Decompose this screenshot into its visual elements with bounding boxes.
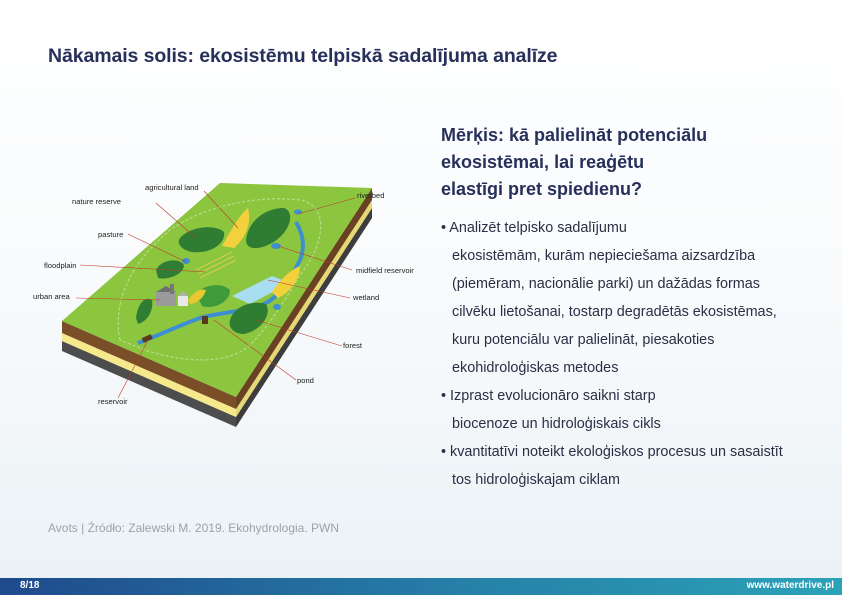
slide-title: Nākamais solis: ekosistēmu telpiskā sadalījuma analīze	[48, 45, 558, 67]
website-link[interactable]: www.waterdrive.pl	[746, 580, 834, 591]
bullet-line: tos hidroloģiskajam ciklam	[452, 472, 620, 488]
landscape-diagram	[0, 175, 430, 435]
bullet-line: ekohidroloģiskas metodes	[452, 360, 619, 376]
label-nature-reserve: nature reserve	[72, 197, 121, 206]
label-agricultural-land: agricultural land	[145, 183, 199, 192]
label-pond: pond	[297, 376, 314, 385]
pond	[182, 258, 190, 264]
bullet-line: kuru potenciālu var palielināt, piesakoties	[452, 332, 715, 348]
dam-pond	[202, 316, 208, 324]
bullet-line: biocenoze un hidroloģiskais cikls	[452, 416, 661, 432]
bullet-line: (piemēram, nacionālie parki) un dažādas formas	[452, 276, 760, 292]
label-urban-area: urban area	[33, 292, 70, 301]
label-pasture: pasture	[98, 230, 124, 239]
goal-line: elastīgi pret spiedienu?	[441, 179, 643, 199]
goal-line: ekosistēmai, lai reaģētu	[441, 152, 645, 172]
bullet-line: • Analizēt telpisko sadalījumu	[441, 220, 627, 236]
footer-bar	[0, 578, 842, 595]
label-midfield-reservoir: midfield reservoir	[356, 266, 414, 275]
goal-line: Mērķis: kā palielināt potenciālu	[441, 125, 708, 145]
page-number: 8/18	[20, 580, 40, 591]
bullet-line: • Izprast evolucionāro saikni starp	[441, 388, 656, 404]
bullet-list	[441, 214, 836, 494]
label-wetland: wetland	[353, 293, 380, 302]
goal-heading	[441, 122, 821, 203]
bullet-line: • kvantitatīvi noteikt ekoloģiskos procesus un sasaistīt	[441, 444, 783, 460]
label-forest: forest	[343, 341, 362, 350]
bullet-line: ekosistēmām, kurām nepieciešama aizsardzība	[452, 248, 756, 264]
source-note: Avots | Źródło: Zalewski M. 2019. Ekohydrologia. PWN	[48, 521, 340, 535]
label-reservoir: reservoir	[98, 397, 128, 406]
pond	[273, 304, 281, 310]
bullet-line: cilvēku lietošanai, tostarp degradētās ekosistēmas,	[452, 304, 777, 320]
label-floodplain: floodplain	[44, 261, 77, 270]
pond	[271, 243, 281, 249]
label-riverbed: riverbed	[357, 191, 385, 200]
